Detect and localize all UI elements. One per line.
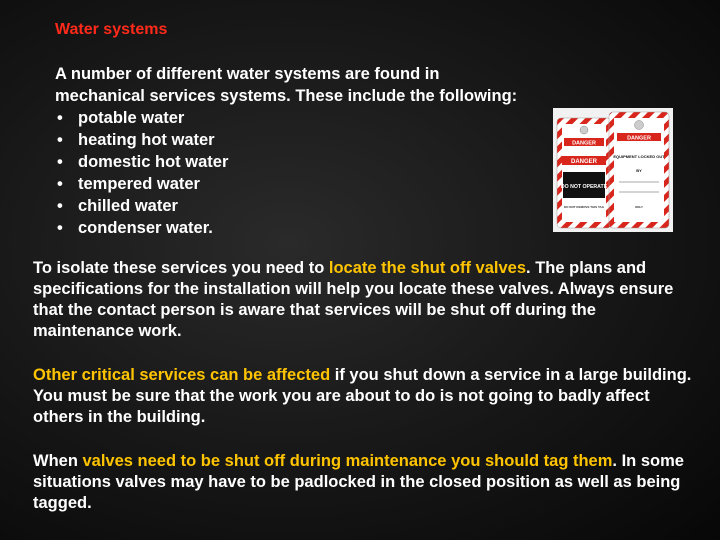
svg-text:EQUIPMENT LOCKED OUT: EQUIPMENT LOCKED OUT bbox=[613, 154, 665, 159]
water-systems-list bbox=[55, 107, 595, 239]
svg-text:DANGER: DANGER bbox=[570, 159, 598, 165]
slide-title: Water systems bbox=[55, 21, 168, 38]
bullet-icon: • bbox=[57, 197, 63, 215]
do-not-operate-tag bbox=[557, 118, 611, 228]
paragraph-critical-services bbox=[33, 365, 693, 428]
list-item: • tempered water bbox=[57, 175, 200, 193]
lockout-tags-illustration bbox=[553, 108, 673, 232]
bullet-icon: • bbox=[57, 219, 63, 237]
paragraph-tag-valves bbox=[33, 451, 693, 514]
para-text: if you shut down a service in a large building. You must be sure that the work you are about to do is not going to badly affect others in the building. bbox=[33, 366, 692, 426]
svg-text:BY: BY bbox=[636, 168, 642, 173]
bullet-icon: • bbox=[57, 175, 63, 193]
svg-text:DANGER: DANGER bbox=[572, 140, 596, 147]
list-item: • chilled water bbox=[57, 197, 178, 215]
para-text: To isolate these services you need to bbox=[33, 259, 329, 277]
bullet-icon: • bbox=[57, 153, 63, 171]
para-text: When bbox=[33, 452, 83, 470]
bullet-icon: • bbox=[57, 109, 63, 127]
para-text: . The plans and specifications for the installation will help you locate these valves. Always ensure that the contact person is aware that services will be shut off during the maintenance work. bbox=[33, 259, 674, 340]
list-item: • domestic hot water bbox=[57, 153, 229, 171]
list-item: • potable water bbox=[57, 109, 185, 127]
highlight-text: valves need to be shut off during maintenance you should tag them bbox=[82, 452, 613, 470]
paragraph-isolate-services bbox=[33, 258, 693, 342]
svg-text:DO NOT OPERATE: DO NOT OPERATE bbox=[560, 184, 608, 190]
svg-text:ONLY: ONLY bbox=[634, 205, 644, 209]
svg-text:DANGER: DANGER bbox=[627, 135, 651, 142]
list-item: • heating hot water bbox=[57, 131, 215, 149]
highlight-text: locate the shut off valves bbox=[328, 259, 527, 277]
intro-line-1: A number of different water systems are found in bbox=[55, 65, 440, 83]
svg-text:DO NOT REMOVE THIS TAG: DO NOT REMOVE THIS TAG bbox=[563, 205, 605, 209]
equipment-locked-out-tag bbox=[609, 112, 669, 228]
para-text: . In some situations valves may have to be padlocked in the closed position as well as being tagged. bbox=[33, 452, 684, 512]
bullet-icon: • bbox=[57, 131, 63, 149]
highlight-text: Other critical services can be affected bbox=[33, 366, 331, 384]
intro-block bbox=[55, 63, 595, 239]
danger-tags-image bbox=[553, 108, 673, 232]
list-item: • condenser water. bbox=[57, 219, 213, 237]
intro-line-2: mechanical services systems. These include the following: bbox=[55, 87, 518, 105]
